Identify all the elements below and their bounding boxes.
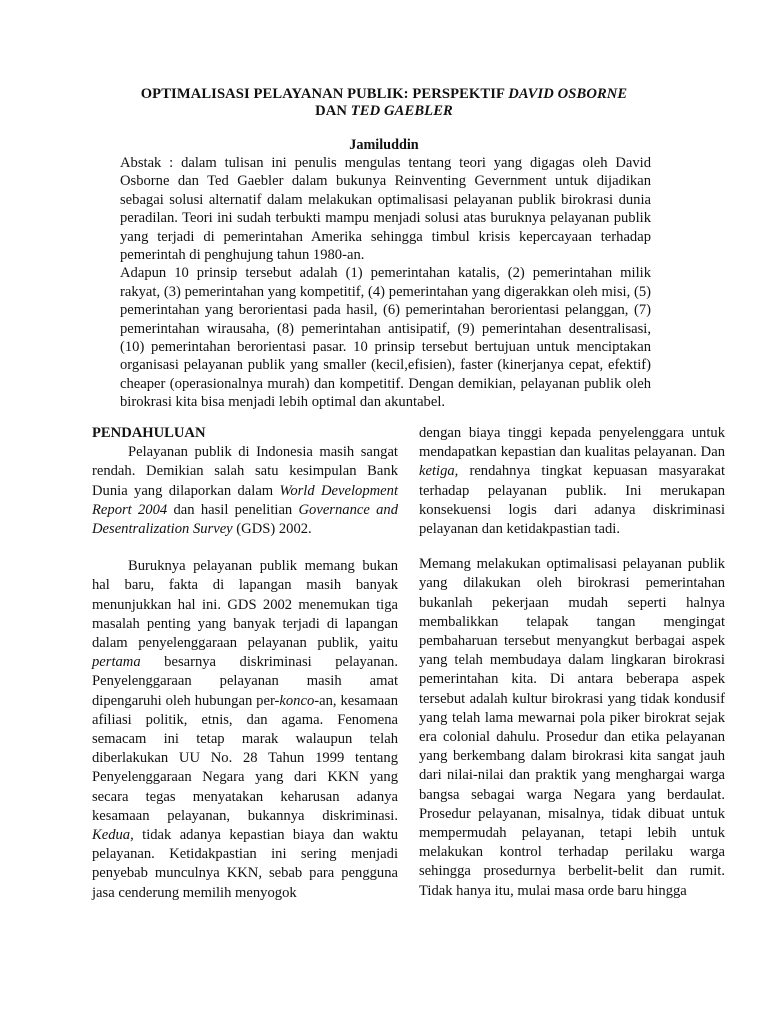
text-run: Buruknya pelayanan publik memang bukan hal baru, fakta di lapangan masih banyak menunjukkan hal ini. GDS 2002 menemukan tiga masalah penting yang banyak terjadi di lapangan dalam penyelenggaraan pelayanan publik, yaitu bbox=[92, 558, 398, 652]
text-run-italic: World Development Report 2004 bbox=[92, 482, 398, 518]
paper-title bbox=[92, 86, 676, 120]
text-run-italic: konco bbox=[279, 692, 315, 709]
left-paragraph-1 bbox=[92, 443, 398, 539]
text-run: dengan biaya tinggi kepada penyelenggara untuk mendapatkan kepastian dan kualitas pelayanan. Dan bbox=[419, 425, 725, 461]
text-run: rendahnya tingkat kepuasan masyarakat terhadap pelayanan publik. Ini merukapan konsekuensi logis dari adanya diskriminasi pelayanan dan ketidakpastian tadi. bbox=[419, 463, 725, 538]
text-run-italic: pertama bbox=[92, 654, 141, 671]
text-run: dan hasil penelitian bbox=[167, 501, 299, 518]
text-run-italic: Kedua, bbox=[92, 827, 134, 844]
text-run: tidak adanya kepastian biaya dan waktu pelayanan. Ketidakpastian ini sering menjadi penyebab munculnya KKN, sebab para pengguna jasa cenderung memilih menyogok bbox=[92, 827, 398, 901]
text-run: (GDS) 2002. bbox=[232, 521, 312, 538]
text-run-italic: Governance and Desentralization Survey bbox=[92, 501, 399, 538]
author-name: Jamiluddin bbox=[349, 137, 419, 153]
section-heading: PENDAHULUAN bbox=[92, 425, 206, 441]
abstract-paragraph-2: Adapun 10 prinsip tersebut adalah (1) pemerintahan katalis, (2) pemerintahan milik rakyat, (3) pemerintahan yang kompetitif, (4) pemerintahan yang digerakkan oleh misi, (5) pemerintahan yang berorientasi pada hasil, (6) pemerintahan berorientasi pelanggan, (7) pemerintahan wirausaha, (8) pemerintahan antisipatif, (9) pemerintahan desentralisasi, (10) pemerintahan berorientasi pasar. 10 prinsip tersebut bertujuan untuk menciptakan organisasi pelayanan publik yang smaller (kecil,efisien), faster (kinerjanya cepat, efektif) cheaper (operasionalnya murah) dan kompetitif. Dengan demikian, pelayanan publik oleh birokrasi kita bisa menjadi lebih optimal dan akuntabel. bbox=[120, 265, 651, 411]
right-column bbox=[419, 424, 725, 901]
title-part1: OPTIMALISASI PELAYANAN PUBLIK: PERSPEKTIF bbox=[140, 86, 509, 102]
left-paragraph-2 bbox=[92, 557, 398, 903]
abstract bbox=[120, 154, 651, 412]
title-part2: DAN bbox=[315, 103, 351, 119]
title-name2: TED GAEBLER bbox=[350, 103, 453, 119]
text-run: Pelayanan publik di Indonesia masih sangat rendah. Demikian salah satu kesimpulan Bank Dunia yang dilaporkan dalam bbox=[92, 444, 398, 499]
right-paragraph-1 bbox=[419, 424, 725, 539]
right-paragraph-2: Memang melakukan optimalisasi pelayanan publik yang dilakukan oleh birokrasi pemerintahan bukanlah pekerjaan mudah seperti halnya membalikkan telapak tangan mengingat pembaharuan tersebut menyangkut berbagai aspek yang telah membudaya dalam lingkaran birokrasi pemerintahan kita. Di antara beberapa aspek tersebut adalah kultur birokrasi yang tidak kondusif yang telah lama mewarnai pola piker birokrat sejak era colonial dahulu. Prosedur dan etika pelayanan yang berkembang dalam birokrasi kita sangat jauh dari nilai-nilai dan praktik yang menghargai warga bangsa sebagai warga Negara yang berdaulat. Prosedur pelayanan, misalnya, tidak dibuat untuk mempermudah pelayanan, tetapi lebih untuk melakukan kontrol terhadap perilaku warga sehingga prosedurnya berbelit-belit dan rumit. Tidak hanya itu, mulai masa orde baru hingga bbox=[419, 556, 725, 899]
text-run-italic: ketiga, bbox=[419, 463, 459, 480]
text-run: besarnya diskriminasi pelayanan. Penyelenggaraan pelayanan masih amat dipengaruhi oleh hubungan per- bbox=[92, 654, 398, 709]
title-name1: DAVID OSBORNE bbox=[508, 86, 628, 102]
text-run: -an, kesamaan afiliasi politik, etnis, dan agama. Fenomena semacam ini tetap marak walaupun telah diberlakukan UU No. 28 Tahun 1999 tentang Penyelenggaraan Negara yang dari KKN yang secara tegas menyatakan keharusan adanya kesamaan pelayanan, bukannya diskriminasi. bbox=[92, 692, 398, 824]
abstract-paragraph-1: Abstak : dalam tulisan ini penulis mengulas tentang teori yang digagas oleh David Osborne dan Ted Gaebler dalam bukunya Reinventing Gevernment untuk dijadikan sebagai solusi alternatif dalam melakukan optimalisasi pelayanan publik birokrasi dunia peradilan. Teori ini sudah terbukti mampu menjadi solusi atas buruknya pelayanan publik yang terjadi di pemerintahan Amerika sehingga timbul krisis kepercayaan terhadap pemerintah di penghujung tahun 1980-an. bbox=[120, 155, 651, 264]
left-column bbox=[92, 424, 398, 903]
